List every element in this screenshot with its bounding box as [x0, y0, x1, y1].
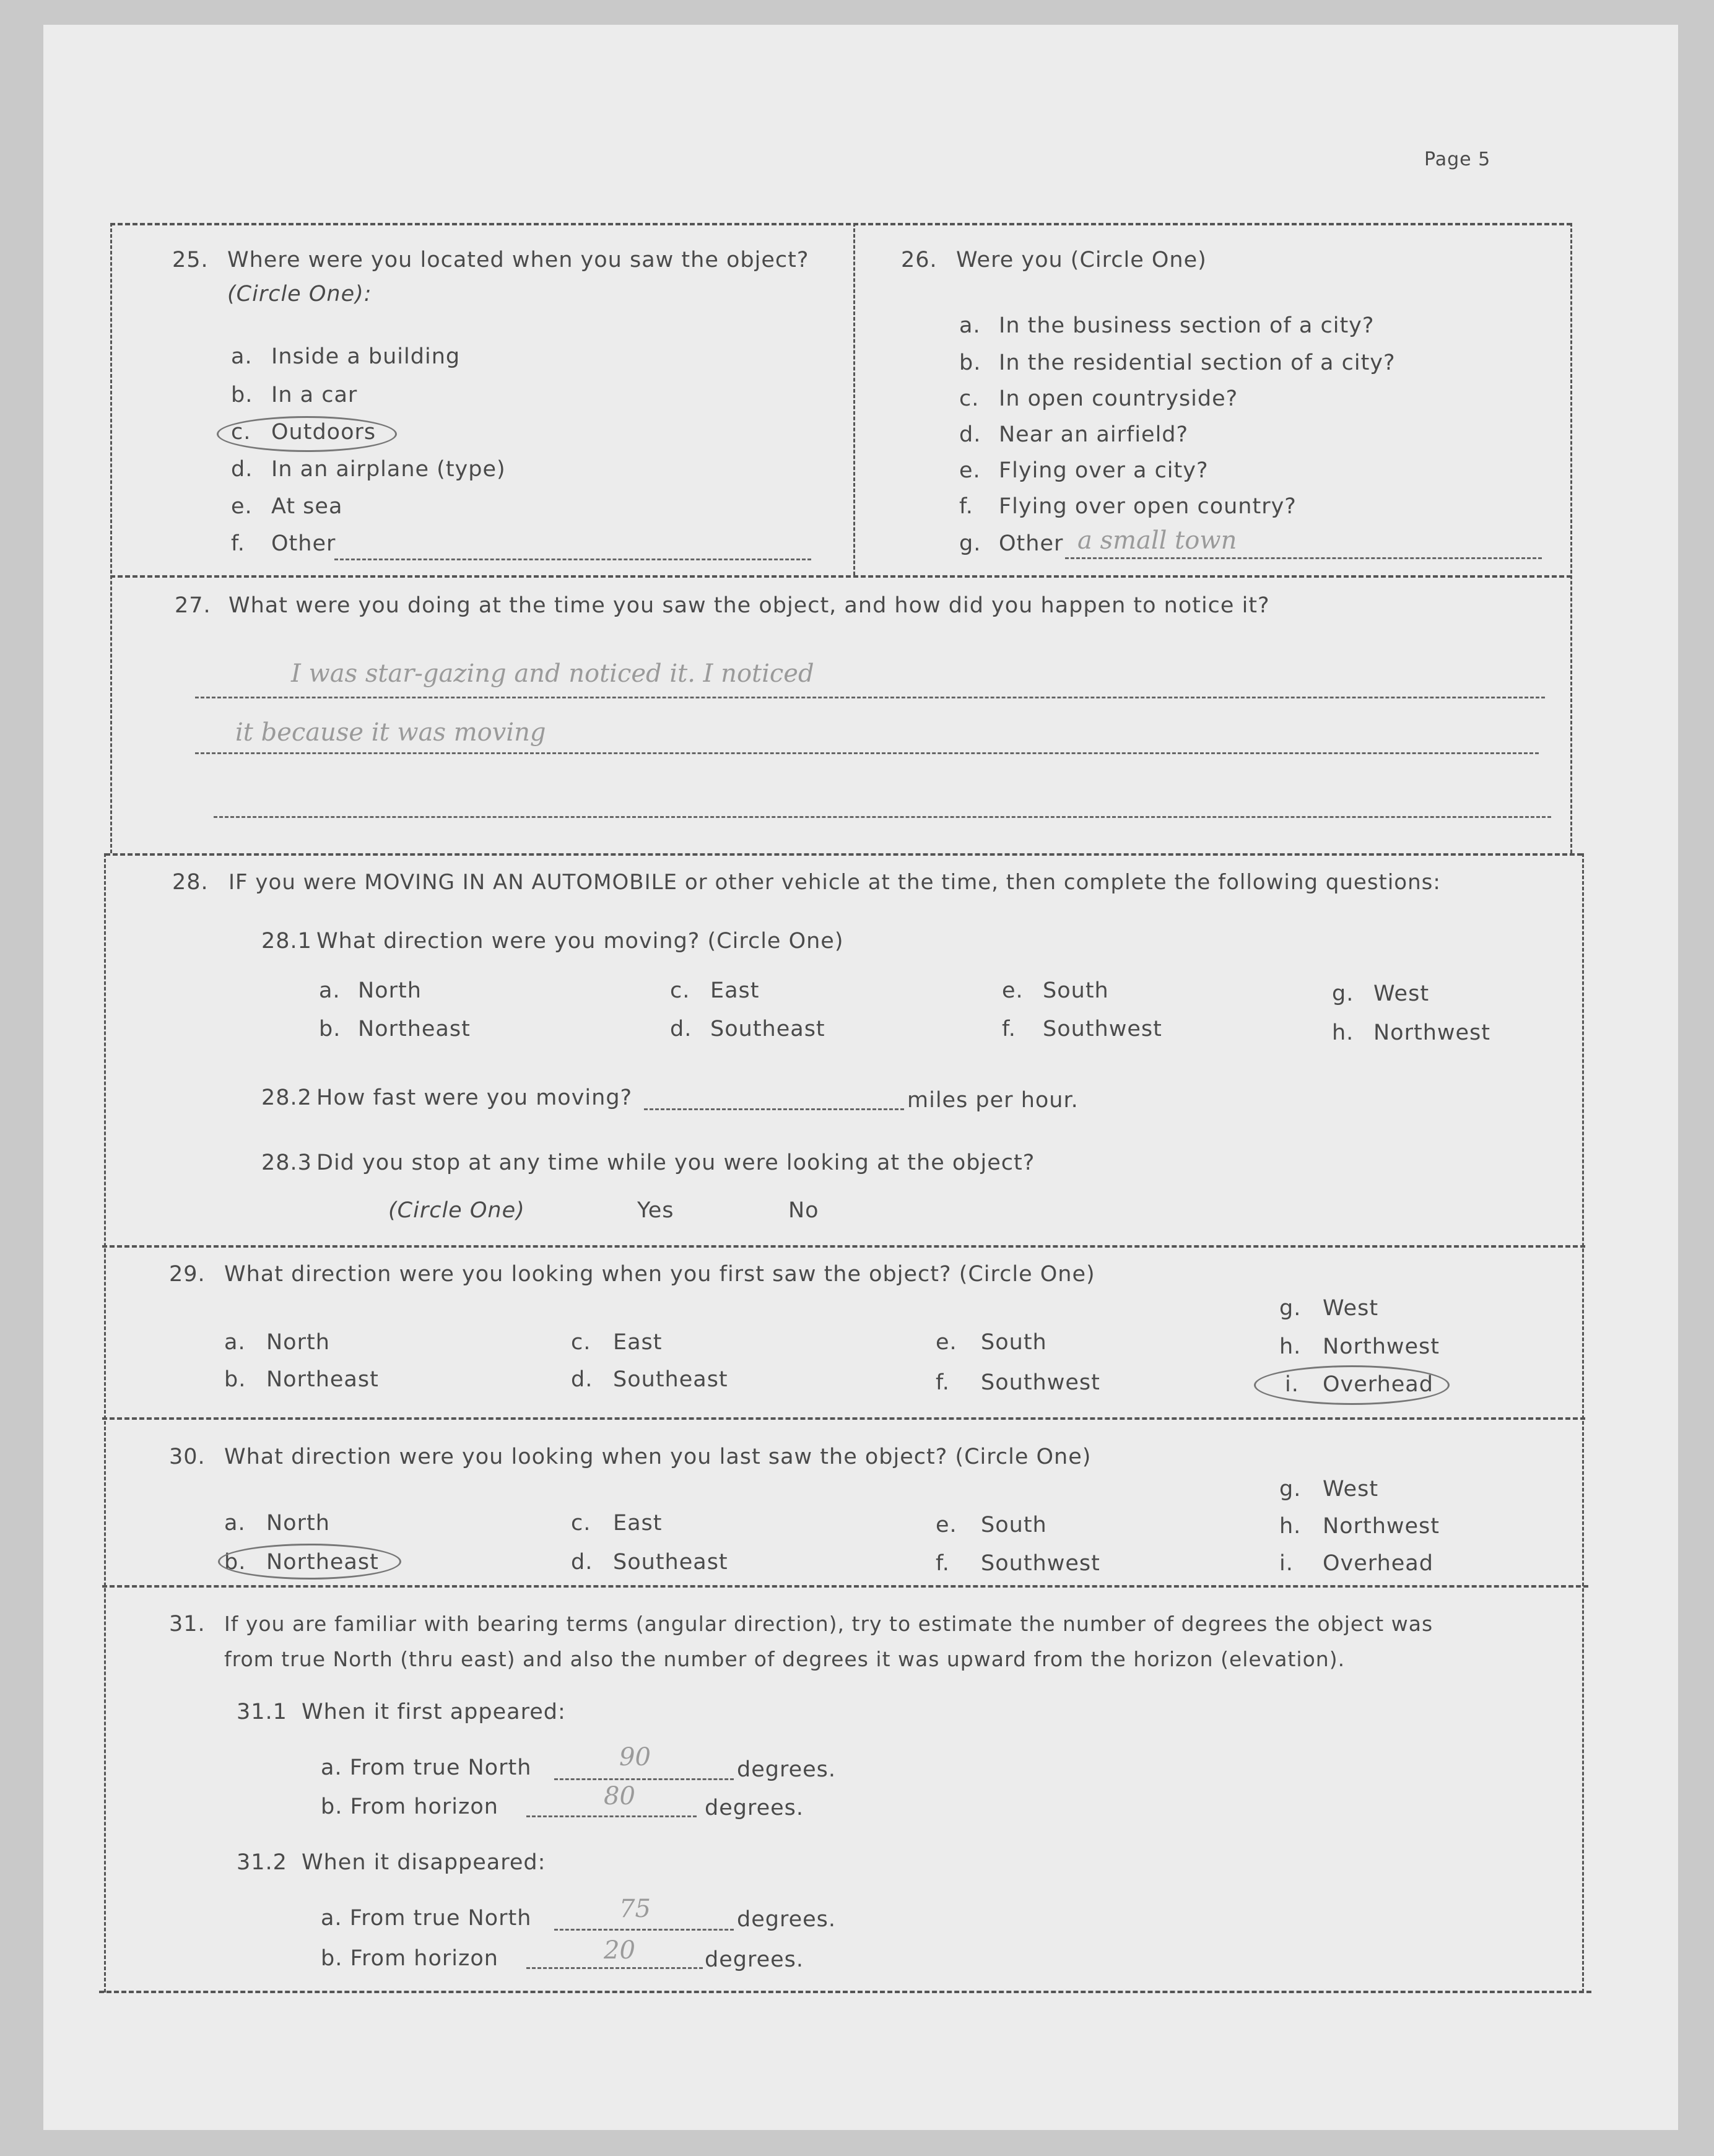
- q26-option-letter: a.: [959, 313, 981, 338]
- option-letter: d.: [571, 1367, 593, 1392]
- divider: [99, 1991, 1591, 1993]
- divider: [102, 1245, 1585, 1248]
- q30-option[interactable]: East: [613, 1511, 663, 1536]
- q29-option[interactable]: Northeast: [266, 1367, 379, 1392]
- answer-circle: [1254, 1365, 1450, 1405]
- q25-text: Where were you located when you saw the object?: [227, 248, 809, 272]
- q25-option[interactable]: Other: [271, 531, 336, 556]
- divider: [110, 575, 1572, 578]
- q25-other-line[interactable]: [334, 559, 811, 560]
- input-line: [526, 1967, 703, 1969]
- option-letter: g.: [1279, 1477, 1302, 1502]
- q25-option-selected[interactable]: Outdoors: [271, 420, 376, 445]
- q30-text: What direction were you looking when you last saw the object? (Circle One): [224, 1445, 1092, 1469]
- q28-number: 28.: [172, 870, 209, 895]
- q26-option[interactable]: Flying over a city?: [999, 458, 1209, 483]
- q26-option[interactable]: In the business section of a city?: [999, 313, 1375, 338]
- q26-option-letter: g.: [959, 531, 981, 556]
- q26-option[interactable]: Near an airfield?: [999, 422, 1189, 447]
- option-letter: a.: [224, 1330, 246, 1355]
- option-letter: h.: [1279, 1514, 1302, 1539]
- option-letter: g.: [1332, 981, 1354, 1006]
- option-letter: a.: [224, 1511, 246, 1536]
- q29-option-selected[interactable]: Overhead: [1323, 1372, 1433, 1397]
- border: [1582, 853, 1584, 1993]
- q31-2b-label: b. From horizon: [321, 1946, 498, 1971]
- q25-option[interactable]: At sea: [271, 494, 343, 519]
- q29-number: 29.: [169, 1262, 206, 1287]
- option-letter: c.: [571, 1511, 591, 1536]
- q28-option[interactable]: East: [710, 978, 760, 1003]
- q28-option[interactable]: South: [1043, 978, 1109, 1003]
- option-letter: g.: [1279, 1296, 1302, 1321]
- q29-option[interactable]: East: [613, 1330, 663, 1355]
- q28-2-number: 28.2: [261, 1085, 312, 1110]
- unit-label: degrees.: [737, 1907, 837, 1932]
- option-letter: a.: [319, 978, 341, 1003]
- answer-circle: [217, 416, 397, 452]
- q26-option-letter: f.: [959, 494, 973, 519]
- q31-2-number: 31.2: [237, 1850, 287, 1875]
- divider: [110, 223, 1572, 225]
- q26-option-letter: e.: [959, 458, 981, 483]
- q26-option[interactable]: Other: [999, 531, 1064, 556]
- form-page: [43, 25, 1678, 2130]
- q31-1-number: 31.1: [237, 1700, 287, 1724]
- q26-option[interactable]: In open countryside?: [999, 386, 1238, 411]
- q25-number: 25.: [172, 248, 209, 272]
- option-letter: h.: [1332, 1020, 1354, 1045]
- q30-option[interactable]: North: [266, 1511, 330, 1536]
- q28-option[interactable]: North: [358, 978, 422, 1003]
- option-letter: i.: [1285, 1372, 1299, 1397]
- answer-line: [214, 816, 1551, 818]
- q29-option[interactable]: North: [266, 1330, 330, 1355]
- q31-2a-label: a. From true North: [321, 1906, 532, 1931]
- q25-option[interactable]: In a car: [271, 383, 358, 407]
- q30-option[interactable]: West: [1323, 1477, 1379, 1502]
- q28-option[interactable]: Southeast: [710, 1017, 825, 1041]
- option-letter: c.: [670, 978, 690, 1003]
- q30-number: 30.: [169, 1445, 206, 1469]
- option-letter: h.: [1279, 1334, 1302, 1359]
- border: [1570, 223, 1572, 853]
- q29-option[interactable]: Southeast: [613, 1367, 728, 1392]
- q25-option[interactable]: Inside a building: [271, 344, 461, 369]
- q26-text: Were you (Circle One): [956, 248, 1207, 272]
- answer-line: [195, 697, 1545, 698]
- q31-1a-label: a. From true North: [321, 1755, 532, 1780]
- q28-3-circle: (Circle One): [388, 1198, 525, 1223]
- q28-2-text: How fast were you moving?: [316, 1085, 633, 1110]
- option-letter: f.: [1002, 1017, 1016, 1041]
- q25-option-letter: e.: [231, 494, 253, 519]
- answer-line: [195, 752, 1539, 754]
- divider: [102, 1417, 1585, 1420]
- option-letter: i.: [1279, 1551, 1294, 1576]
- q28-2-suffix: miles per hour.: [907, 1088, 1079, 1113]
- q30-option[interactable]: South: [981, 1513, 1047, 1537]
- border: [110, 223, 112, 853]
- option-letter: e.: [936, 1513, 957, 1537]
- q28-option[interactable]: Northeast: [358, 1017, 471, 1041]
- q25-sub: (Circle One):: [227, 282, 372, 306]
- page-number: Page 5: [1424, 149, 1491, 170]
- q31-2b-value[interactable]: 20: [604, 1936, 635, 1965]
- q30-option-selected[interactable]: Northeast: [266, 1550, 379, 1575]
- q30-option[interactable]: Southwest: [981, 1551, 1100, 1576]
- q31-1b-value[interactable]: 80: [604, 1782, 635, 1810]
- q28-option[interactable]: Southwest: [1043, 1017, 1162, 1041]
- q28-option[interactable]: Northwest: [1373, 1020, 1491, 1045]
- column-divider: [853, 223, 855, 575]
- option-letter: b.: [319, 1017, 341, 1041]
- q29-option[interactable]: South: [981, 1330, 1047, 1355]
- option-letter: d.: [670, 1017, 692, 1041]
- q26-option[interactable]: In the residential section of a city?: [999, 350, 1396, 375]
- q28-1-text: What direction were you moving? (Circle One): [316, 929, 844, 954]
- option-letter: f.: [936, 1370, 950, 1395]
- q30-option[interactable]: Overhead: [1323, 1551, 1433, 1576]
- q25-option-letter: a.: [231, 344, 253, 369]
- q26-option-letter: b.: [959, 350, 981, 375]
- divider: [102, 1585, 1588, 1588]
- q31-number: 31.: [169, 1612, 206, 1637]
- q27-answer-line1[interactable]: I was star-gazing and noticed it. I noticed: [291, 659, 814, 688]
- option-no[interactable]: No: [788, 1198, 819, 1223]
- speed-input-line[interactable]: [644, 1108, 904, 1110]
- q30-option[interactable]: Northwest: [1323, 1514, 1440, 1539]
- q25-option-letter: b.: [231, 383, 253, 407]
- q30-option[interactable]: Southeast: [613, 1550, 728, 1575]
- option-letter: f.: [936, 1551, 950, 1576]
- q29-option[interactable]: Southwest: [981, 1370, 1100, 1395]
- input-line: [554, 1778, 734, 1780]
- unit-label: degrees.: [705, 1796, 804, 1820]
- q29-option[interactable]: Northwest: [1323, 1334, 1440, 1359]
- option-yes[interactable]: Yes: [637, 1198, 674, 1223]
- option-letter: e.: [1002, 978, 1024, 1003]
- q28-text: IF you were MOVING IN AN AUTOMOBILE or other vehicle at the time, then complete the following questions:: [228, 870, 1441, 895]
- q25-option-letter: d.: [231, 457, 253, 482]
- q25-option-letter: c.: [231, 420, 251, 445]
- unit-label: degrees.: [737, 1757, 837, 1782]
- option-letter: c.: [571, 1330, 591, 1355]
- q28-3-number: 28.3: [261, 1150, 312, 1175]
- q27-answer-line2[interactable]: it because it was moving: [235, 718, 546, 747]
- option-letter: e.: [936, 1330, 957, 1355]
- q28-3-text: Did you stop at any time while you were looking at the object?: [316, 1150, 1035, 1175]
- q26-option-letter: d.: [959, 422, 981, 447]
- input-line: [526, 1815, 697, 1817]
- unit-label: degrees.: [705, 1947, 804, 1972]
- q26-option[interactable]: Flying over open country?: [999, 494, 1297, 519]
- q25-option[interactable]: In an airplane (type): [271, 457, 506, 482]
- q28-1-number: 28.1: [261, 929, 312, 954]
- answer-circle: [218, 1544, 401, 1580]
- q27-number: 27.: [175, 593, 211, 618]
- q26-option-letter: c.: [959, 386, 980, 411]
- q25-option-letter: f.: [231, 531, 245, 556]
- input-line: [554, 1929, 734, 1931]
- divider: [105, 853, 1582, 856]
- q31-1a-value[interactable]: 90: [619, 1743, 651, 1771]
- q26-other-line: [1065, 557, 1542, 559]
- q27-text: What were you doing at the time you saw the object, and how did you happen to notice it?: [228, 593, 1270, 618]
- q28-option[interactable]: West: [1373, 981, 1430, 1006]
- option-letter: b.: [224, 1367, 246, 1392]
- q31-text-line1: If you are familiar with bearing terms (angular direction), try to estimate the number of degrees the object was: [224, 1612, 1433, 1636]
- q31-text-line2: from true North (thru east) and also the number of degrees it was upward from the horizon (elevation).: [224, 1647, 1346, 1671]
- q31-2a-value[interactable]: 75: [619, 1895, 651, 1923]
- q31-2-text: When it disappeared:: [302, 1850, 546, 1875]
- q26-number: 26.: [901, 248, 937, 272]
- q31-1-text: When it first appeared:: [302, 1700, 566, 1724]
- option-letter: d.: [571, 1550, 593, 1575]
- q31-1b-label: b. From horizon: [321, 1794, 498, 1819]
- q29-option[interactable]: West: [1323, 1296, 1379, 1321]
- q26-other-answer[interactable]: a small town: [1077, 526, 1237, 555]
- option-letter: b.: [224, 1550, 246, 1575]
- q29-text: What direction were you looking when you first saw the object? (Circle One): [224, 1262, 1095, 1287]
- border: [104, 853, 106, 1993]
